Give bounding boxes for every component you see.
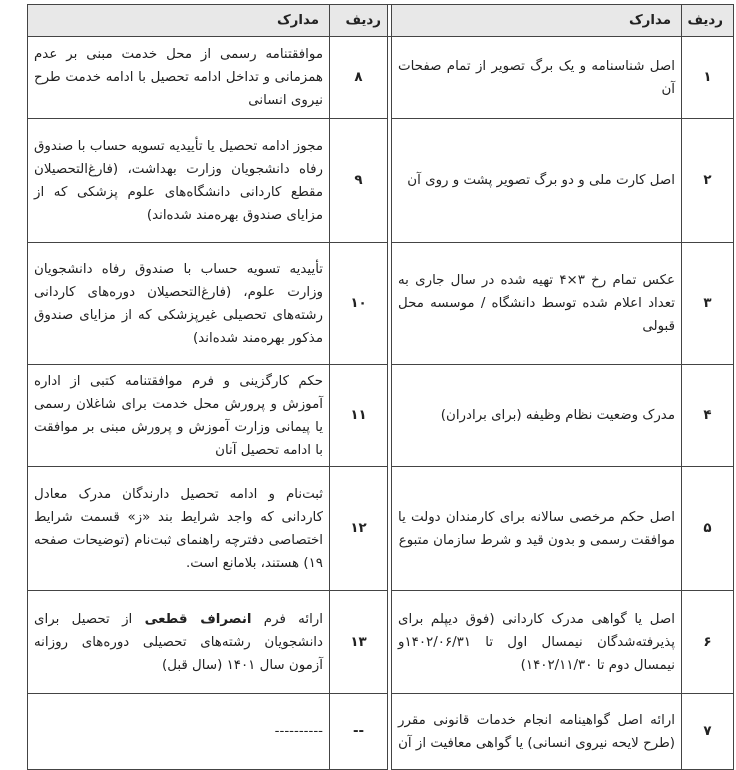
document-text-bold: انصراف قطعی — [144, 611, 252, 627]
row-number: ۱۱ — [330, 365, 388, 467]
document-cell: حکم کارگزینی و فرم موافقتنامه کتبی از اداره آموزش و پرورش محل خدمت برای شاغلان رسمی یا پیمانی وزارت آموزش و پرورش مبنی بر موافقت با ادامه تحصیل آنان — [28, 365, 330, 467]
row-number: ۸ — [330, 37, 388, 119]
document-cell: مدرک وضعیت نظام وظیفه (برای برادران) — [392, 365, 682, 467]
row-number: ۱۲ — [330, 467, 388, 591]
table-row — [28, 119, 734, 243]
row-number: ۱۰ — [330, 243, 388, 365]
document-cell: اصل حکم مرخصی سالانه برای کارمندان دولت یا موافقت رسمی و بدون قید و شرط سازمان متبوع — [392, 467, 682, 591]
row-number: ۷ — [682, 694, 734, 770]
row-number: ۱ — [682, 37, 734, 119]
documents-table — [27, 4, 734, 770]
document-cell: اصل کارت ملی و دو برگ تصویر پشت و روی آن — [392, 119, 682, 243]
table-row — [28, 694, 734, 770]
row-number: ۶ — [682, 591, 734, 694]
row-number: ۲ — [682, 119, 734, 243]
document-cell: موافقتنامه رسمی از محل خدمت مبنی بر عدم همزمانی و تداخل ادامه تحصیل با ادامه خدمت طرح نیروی انسانی — [28, 37, 330, 119]
header-docs-left: مدارک — [28, 5, 330, 37]
row-number: ۱۳ — [330, 591, 388, 694]
document-text-post: از تحصیل برای دانشجویان رشته‌های تحصیلی دوره‌های روزانه آزمون سال ۱۴۰۱ (سال قبل) — [34, 611, 323, 673]
row-number: ۹ — [330, 119, 388, 243]
document-cell: ارائه اصل گواهینامه انجام خدمات قانونی مقرر (طرح لایحه نیروی انسانی) یا گواهی معافیت از آن — [392, 694, 682, 770]
document-cell: ---------- — [28, 694, 330, 770]
row-number: ۵ — [682, 467, 734, 591]
document-cell: اصل شناسنامه و یک برگ تصویر از تمام صفحات آن — [392, 37, 682, 119]
document-cell: تأییدیه تسویه حساب با صندوق رفاه دانشجویان وزارت علوم، (فارغ‌التحصیلان دوره‌های کاردانی رشته‌های تحصیلی غیرپزشکی که از مزایای صندوق مذکور بهره‌مند شده‌اند) — [28, 243, 330, 365]
header-row — [28, 5, 734, 37]
document-cell: مجوز ادامه تحصیل یا تأییدیه تسویه حساب با صندوق رفاه دانشجویان وزارت بهداشت، (فارغ‌التحصیلان مقطع کاردانی دانشگاه‌های علوم پزشکی که از مزایای صندوق بهره‌مند شده‌اند) — [28, 119, 330, 243]
header-docs-right: مدارک — [392, 5, 682, 37]
header-row-num-left: ردیف — [330, 5, 388, 37]
row-number: ۳ — [682, 243, 734, 365]
document-cell — [28, 591, 330, 694]
row-number: ۴ — [682, 365, 734, 467]
table-row — [28, 37, 734, 119]
document-cell: اصل یا گواهی مدرک کاردانی (فوق دیپلم برای پذیرفته‌شدگان نیمسال اول تا ۱۴۰۲/۰۶/۳۱و نیمسال دوم تا ۱۴۰۲/۱۱/۳۰) — [392, 591, 682, 694]
document-cell: عکس تمام رخ ۳×۴ تهیه شده در سال جاری به تعداد اعلام شده توسط دانشگاه / موسسه محل قبولی — [392, 243, 682, 365]
document-cell: ثبت‌نام و ادامه تحصیل دارندگان مدرک معادل کاردانی که واجد شرایط بند «ز» قسمت شرایط اختصاصی دفترچه راهنمای ثبت‌نام (توضیحات صفحه ۱۹) هستند، بلامانع است. — [28, 467, 330, 591]
table-row — [28, 243, 734, 365]
table-row — [28, 467, 734, 591]
document-text-pre: ارائه فرم — [251, 611, 323, 627]
table-row — [28, 365, 734, 467]
table-row — [28, 591, 734, 694]
column-divider — [388, 5, 392, 37]
row-number: -- — [330, 694, 388, 770]
header-row-num-right: ردیف — [682, 5, 734, 37]
